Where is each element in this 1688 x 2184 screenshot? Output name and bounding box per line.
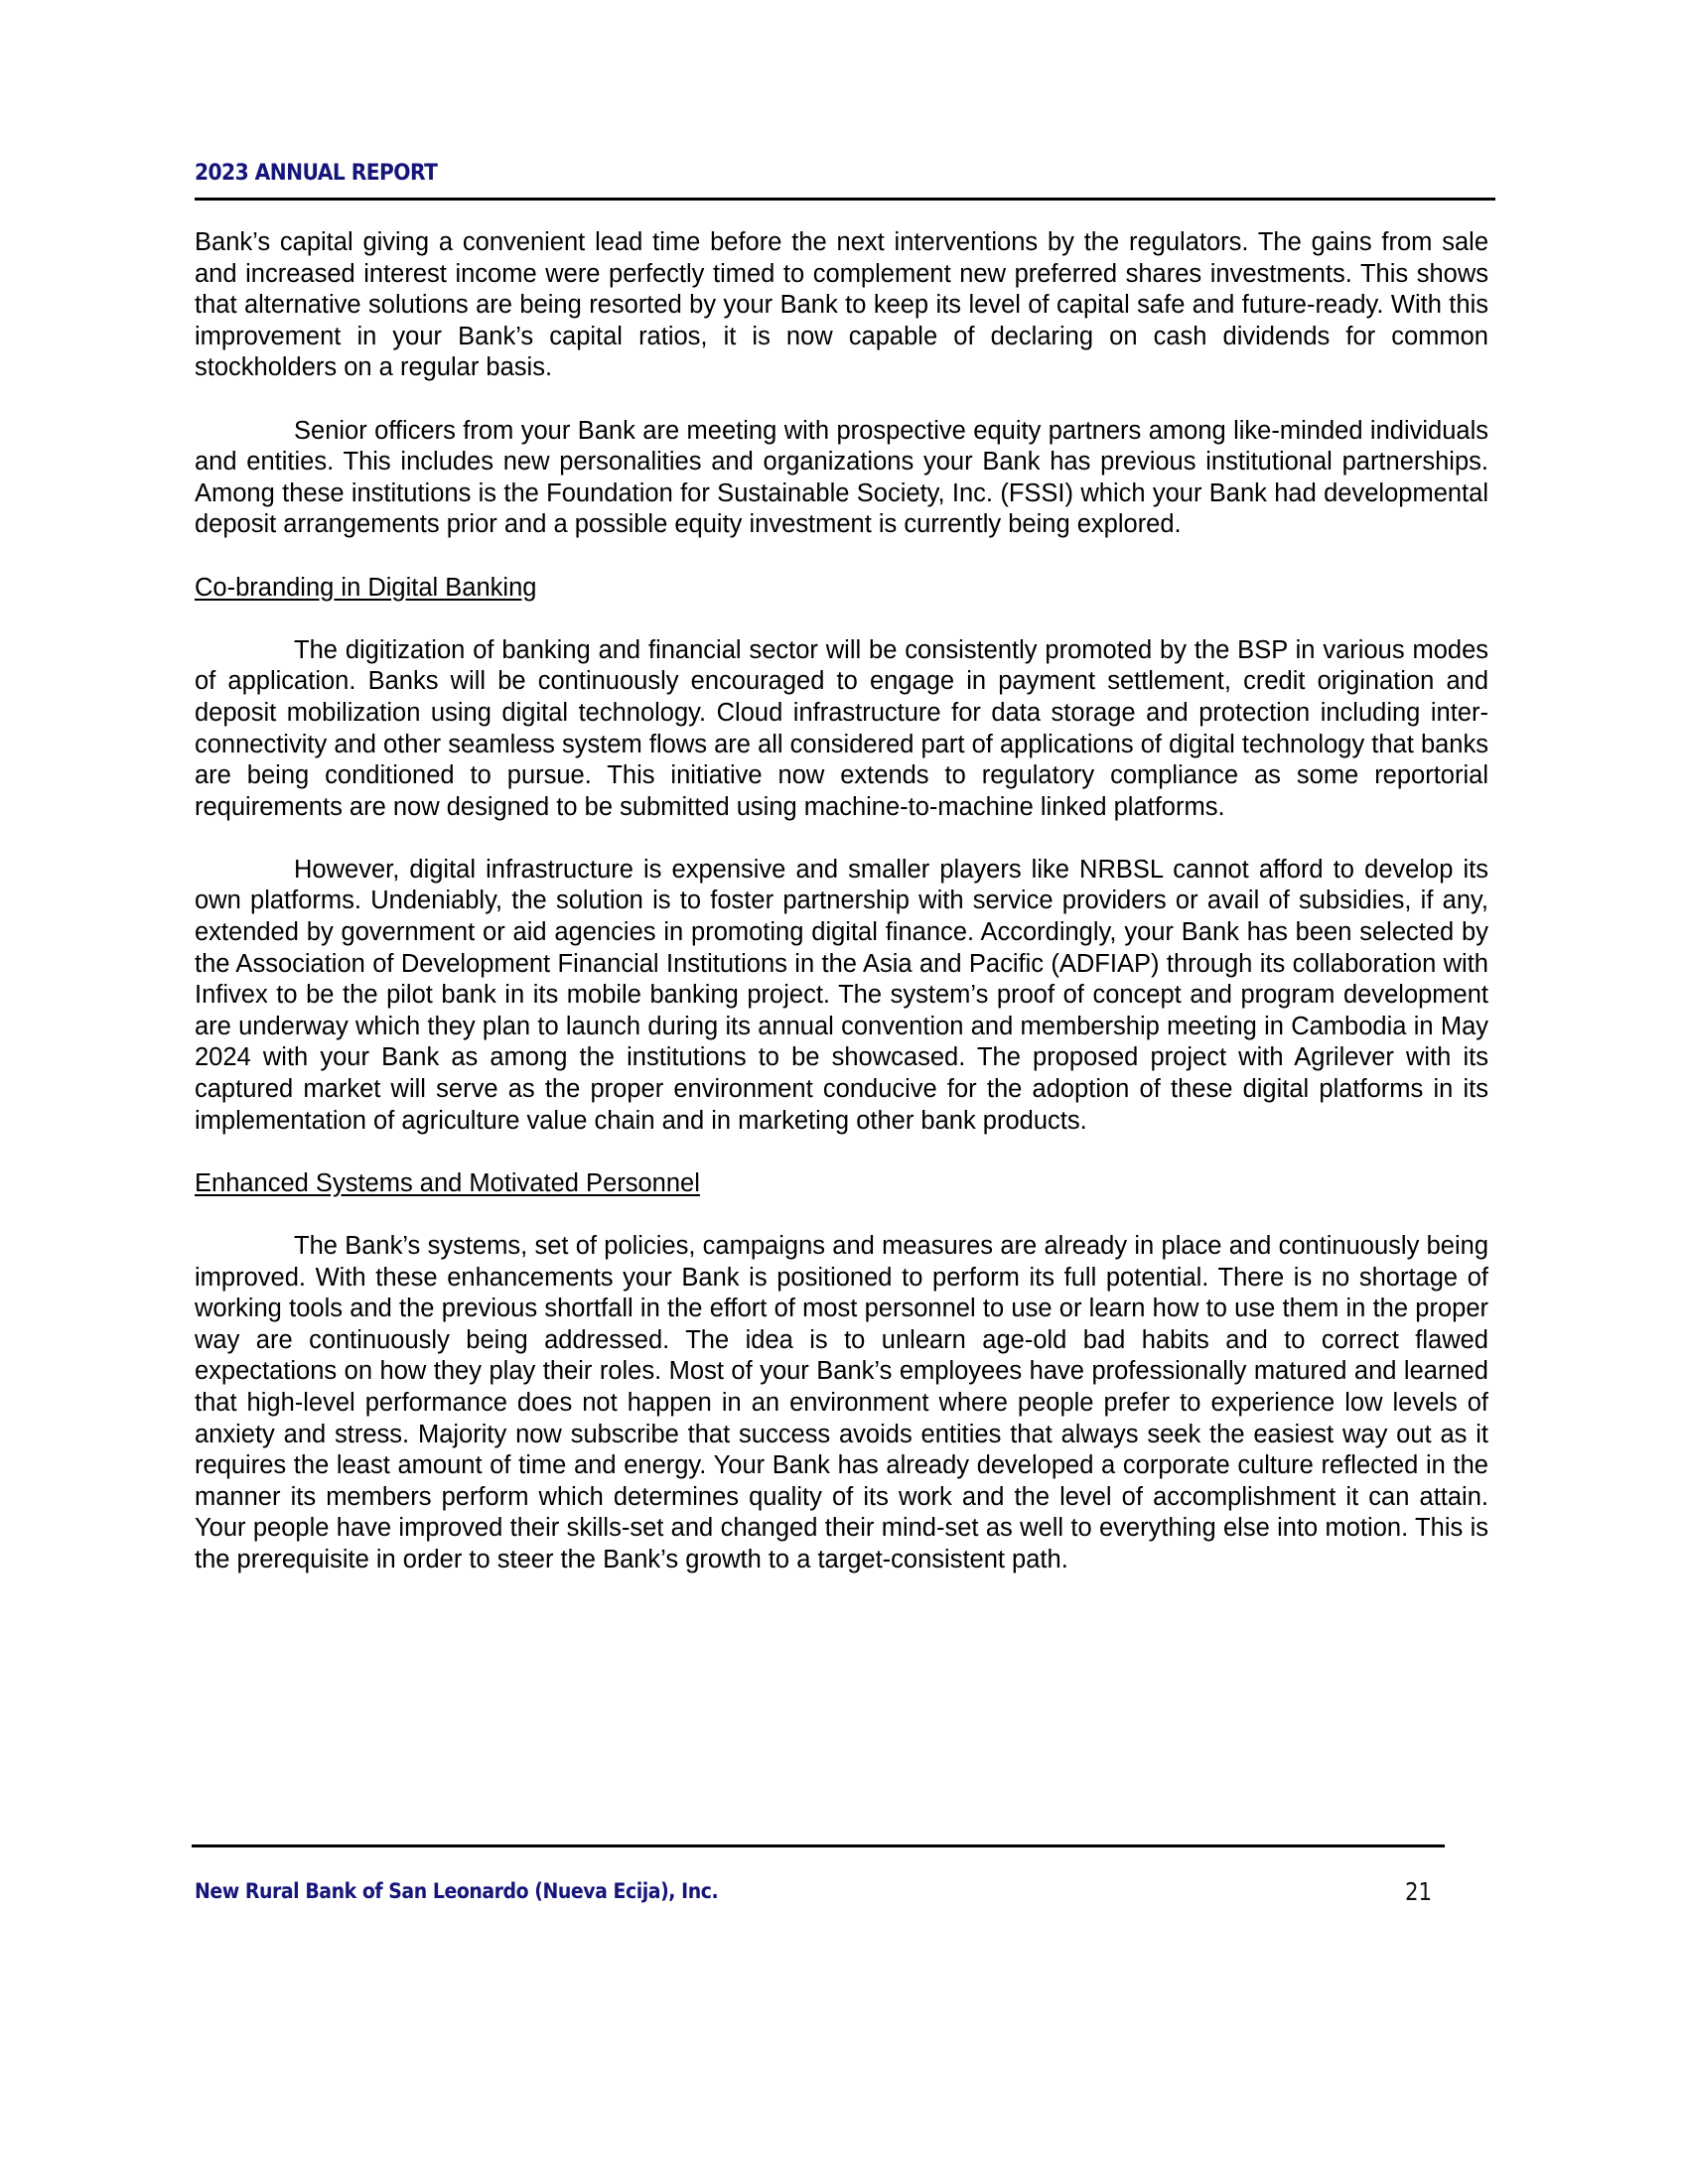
document-body <box>195 227 1488 1607</box>
header-divider <box>195 198 1495 201</box>
section-heading: Co-branding in Digital Banking <box>195 573 537 602</box>
section-heading: Enhanced Systems and Motivated Personnel <box>195 1168 700 1197</box>
paragraph: However, digital infrastructure is expensive and smaller players like NRBSL cannot afford to develop its own platforms. Undeniably, the solution is to foster partnership with service providers or avail of subsidies, if any, extended by government or aid agencies in promoting digital finance. Accordingly, your Bank has been selected by the Association of Development Financial Institutions in the Asia and Pacific (ADFIAP) through its collaboration with Infivex to be the pilot bank in its mobile banking project. The system’s proof of concept and program development are underway which they plan to launch during its annual convention and membership meeting in Cambodia in May 2024 with your Bank as among the institutions to be showcased. The proposed project with Agrilever with its captured market will serve as the proper environment conducive for the adoption of these digital platforms in its implementation of agriculture value chain and in marketing other bank products. <box>195 855 1488 1135</box>
paragraph-continued: Bank’s capital giving a convenient lead time before the next interventions by the regulators. The gains from sale and increased interest income were perfectly timed to complement new preferred shares investments. This shows that alternative solutions are being resorted by your Bank to keep its level of capital safe and future-ready. With this improvement in your Bank’s capital ratios, it is now capable of declaring on cash dividends for common stockholders on a regular basis. <box>195 228 1488 382</box>
footer-organization-name: New Rural Bank of San Leonardo (Nueva Ecija), Inc. <box>195 1879 719 1903</box>
section-co-branding <box>195 573 1488 1138</box>
paragraph: Senior officers from your Bank are meeting with prospective equity partners among like-minded individuals and entities. This includes new personalities and organizations your Bank has previous institutional partnerships. Among these institutions is the Foundation for Sustainable Society, Inc. (FSSI) which your Bank had developmental deposit arrangements prior and a possible equity investment is currently being explored. <box>195 416 1488 539</box>
footer-divider <box>192 1844 1445 1847</box>
paragraph: The Bank’s systems, set of policies, campaigns and measures are already in place and continuously being improved. With these enhancements your Bank is positioned to perform its full potential. There is no shortage of working tools and the previous shortfall in the effort of most personnel to use or learn how to use them in the proper way are continuously being addressed. The idea is to unlearn age-old bad habits and to correct flawed expectations on how they play their roles. Most of your Bank’s employees have professionally matured and learned that high-level performance does not happen in an environment where people prefer to experience low levels of anxiety and stress. Majority now subscribe that success avoids entities that always seek the easiest way out as it requires the least amount of time and energy. Your Bank has already developed a corporate culture reflected in the manner its members perform which determines quality of its work and the level of accomplishment it can attain. Your people have improved their skills-set and changed their mind-set as well to everything else into motion. This is the prerequisite in order to steer the Bank’s growth to a target-consistent path. <box>195 1232 1488 1573</box>
page-number: 21 <box>1405 1877 1433 1906</box>
paragraph: The digitization of banking and financial sector will be consistently promoted by the BSP in various modes of application. Banks will be continuously encouraged to engage in payment settlement, credit origination and deposit mobilization using digital technology. Cloud infrastructure for data storage and protection including inter-connectivity and other seamless system flows are all considered part of applications of digital technology that banks are being conditioned to pursue. This initiative now extends to regulatory compliance as some reportorial requirements are now designed to be submitted using machine-to-machine linked platforms. <box>195 635 1488 821</box>
section-enhanced-systems <box>195 1168 1488 1576</box>
report-header-title: 2023 ANNUAL REPORT <box>195 161 438 186</box>
